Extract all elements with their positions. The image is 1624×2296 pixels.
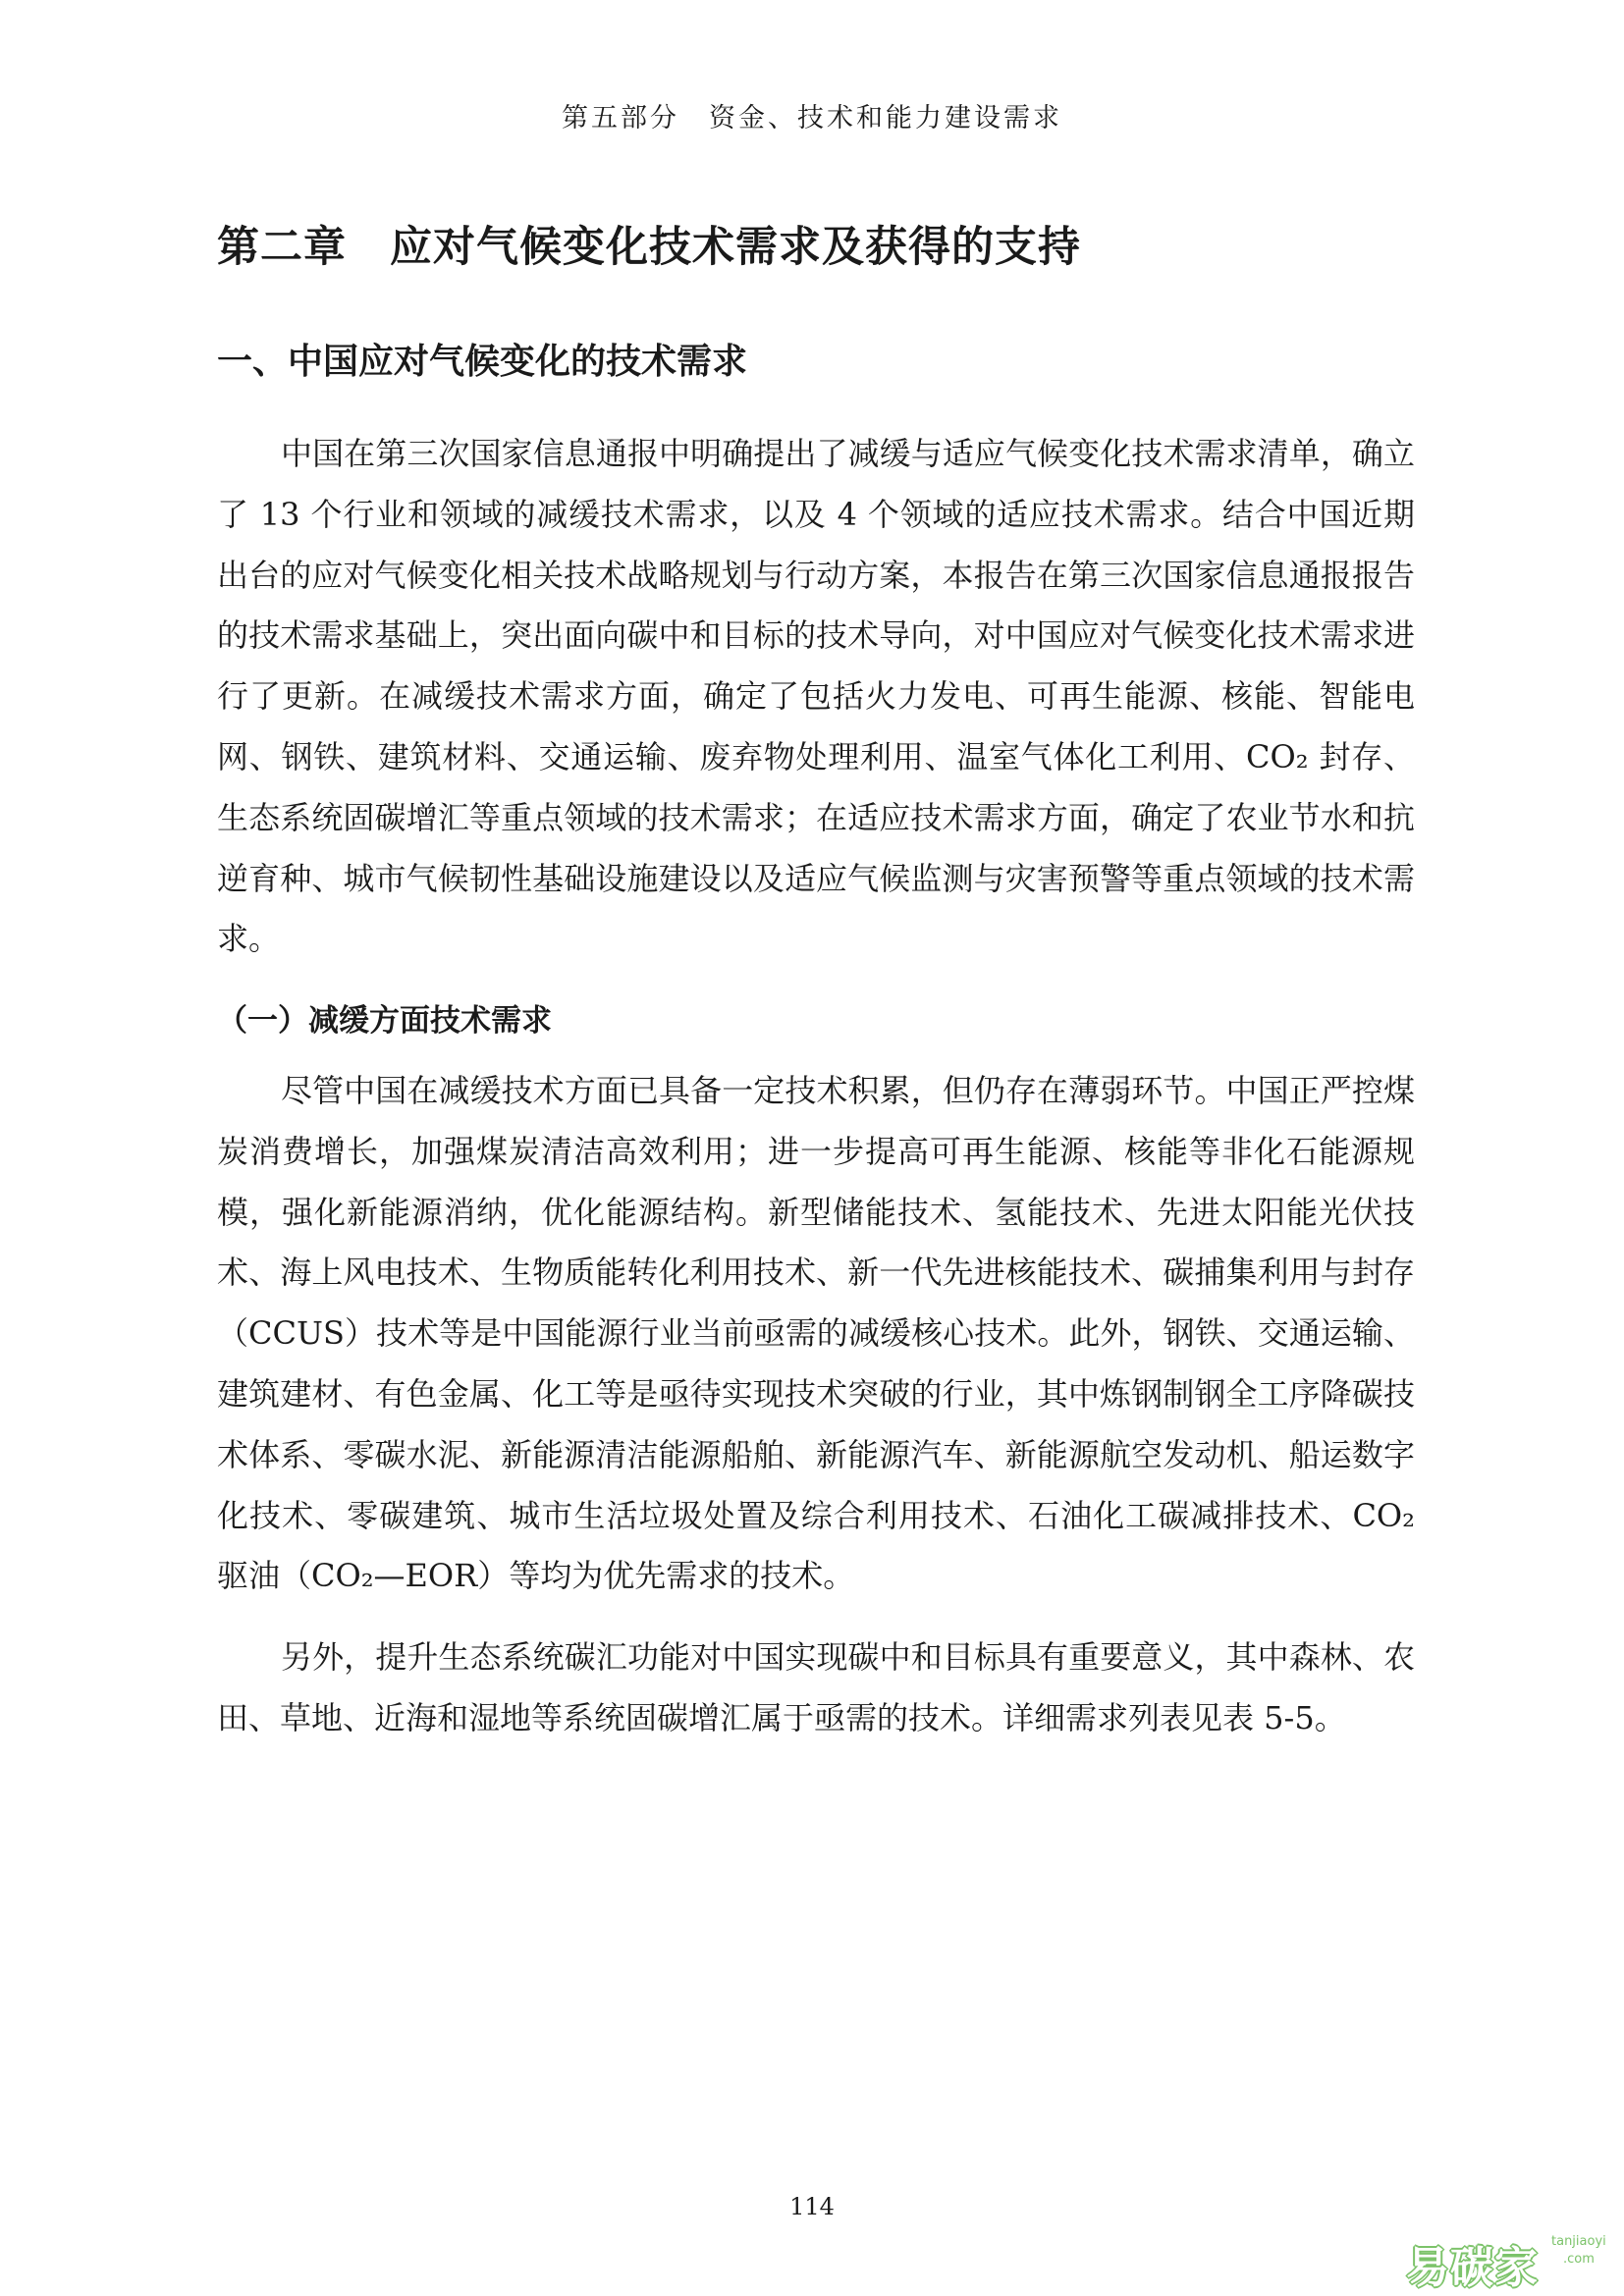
- watermark-logo-text: 易碳家: [1406, 2243, 1539, 2293]
- subsection-title: （一）减缓方面技术需求: [217, 1003, 552, 1039]
- page-number: 114: [789, 2193, 835, 2220]
- chapter-title: 第二章 应对气候变化技术需求及获得的支持: [217, 223, 1081, 272]
- watermark-logo: [1406, 2226, 1612, 2293]
- watermark-domain-suffix: .com: [1563, 2252, 1595, 2267]
- section-title: 一、中国应对气候变化的技术需求: [217, 342, 748, 382]
- watermark-domain: tanjiaoyi: [1551, 2234, 1606, 2249]
- paragraph-mitigation-needs: 尽管中国在减缓技术方面已具备一定技术积累，但仍存在薄弱环节。中国正严控煤炭消费增长，加强煤炭清洁高效利用；进一步提高可再生能源、核能等非化石能源规模，强化新能源消纳，优化能源结构。新型储能技术、氢能技术、先进太阳能光伏技术、海上风电技术、生物质能转化利用技术、新一代先进核能技术、碳捕集利用与封存（CCUS）技术等是中国能源行业当前亟需的减缓核心技术。此外，钢铁、交通运输、建筑建材、有色金属、化工等是亟待实现技术突破的行业，其中炼钢制钢全工序降碳技术体系、零碳水泥、新能源清洁能源船舶、新能源汽车、新能源航空发动机、船运数字化技术、零碳建筑、城市生活垃圾处置及综合利用技术、石油化工碳减排技术、CO₂ 驱油（CO₂—EOR）等均为优先需求的技术。: [217, 1072, 1415, 1595]
- paragraph-tech-needs-overview: 中国在第三次国家信息通报中明确提出了减缓与适应气候变化技术需求清单，确立了 13 个行业和领域的减缓技术需求，以及 4 个领域的适应技术需求。结合中国近期出台的应对气候变化相关技术战略规划与行动方案，本报告在第三次国家信息通报报告的技术需求基础上，突出面向碳中和目标的技术导向，对中国应对气候变化技术需求进行了更新。在减缓技术需求方面，确定了包括火力发电、可再生能源、核能、智能电网、钢铁、建筑材料、交通运输、废弃物处理利用、温室气体化工利用、CO₂ 封存、生态系统固碳增汇等重点领域的技术需求；在适应技术需求方面，确定了农业节水和抗逆育种、城市气候韧性基础设施建设以及适应气候监测与灾害预警等重点领域的技术需求。: [217, 435, 1415, 958]
- paragraph-carbon-sink-needs: 另外，提升生态系统碳汇功能对中国实现碳中和目标具有重要意义，其中森林、农田、草地、近海和湿地等系统固碳增汇属于亟需的技术。详细需求列表见表 5-5。: [217, 1638, 1415, 1736]
- running-header: 第五部分 资金、技术和能力建设需求: [562, 103, 1062, 133]
